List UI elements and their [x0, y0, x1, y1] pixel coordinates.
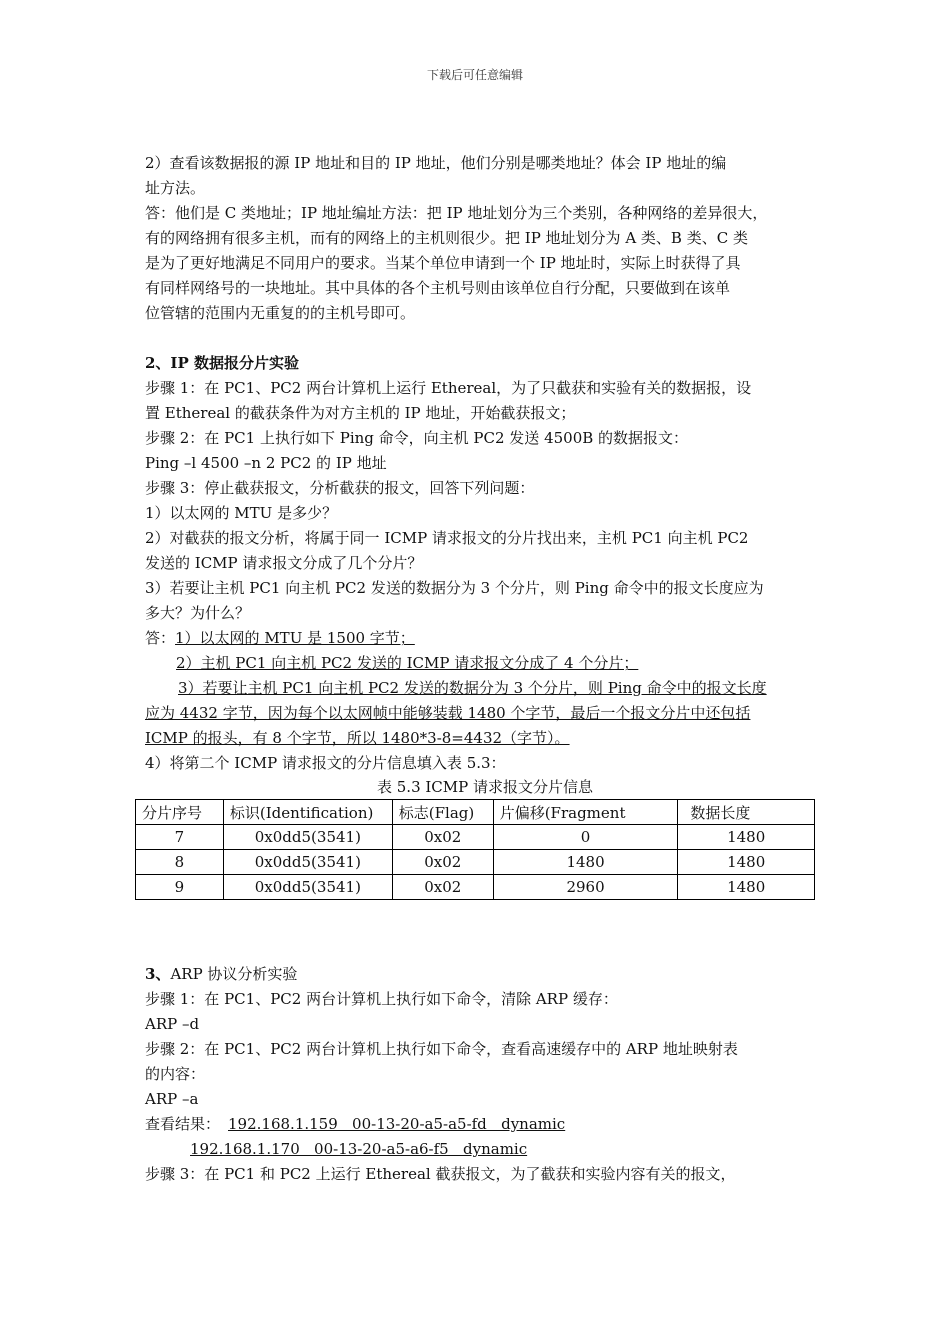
question-2-line-1: 2）查看该数据报的源 IP 地址和目的 IP 地址，他们分别是哪类地址？体会 IP 地址的编	[145, 154, 727, 172]
question-4: 4）将第二个 ICMP 请求报文的分片信息填入表 5.3：	[145, 754, 506, 772]
table-cell: 0x02	[392, 850, 493, 875]
arp-step-3: 步骤 3：在 PC1 和 PC2 上运行 Ethereal 截获报文，为了截获和实验内容有关的报文，	[145, 1165, 736, 1183]
arp-command-show: ARP –a	[145, 1090, 199, 1108]
answer-line-4: 有同样网络号的一块地址。其中具体的各个主机号则由该单位自行分配，只要做到在该单	[145, 279, 731, 297]
answer-3-line-1	[145, 676, 825, 701]
answer-line-1: 答：他们是 C 类地址；IP 地址编址方法：把 IP 地址划分为三个类别，各种网络的差异很大，	[145, 204, 768, 222]
table-cell: 1480	[493, 850, 678, 875]
table-cell: 2960	[493, 875, 678, 900]
arp-command-clear: ARP –d	[145, 1015, 200, 1033]
table-row	[136, 875, 815, 900]
answer-3-text-1: 3）若要让主机 PC1 向主机 PC2 发送的数据分为 3 个分片，则 Ping 命令中的报文长度	[178, 679, 767, 697]
answer-1: 1）以太网的 MTU 是 1500 字节；	[175, 629, 415, 647]
question-3-line-2: 多大？为什么？	[145, 604, 251, 622]
fragment-table	[135, 799, 815, 900]
table-header-cell: 分片序号	[136, 800, 224, 825]
step-2: 步骤 2：在 PC1 上执行如下 Ping 命令，向主机 PC2 发送 4500B 的数据报文：	[145, 429, 689, 447]
table-header-cell: 标识(Identification)	[223, 800, 392, 825]
section-3-number: 3、	[145, 965, 171, 983]
arp-result-line-1	[145, 1112, 825, 1137]
section-3-title-text: ARP 协议分析实验	[170, 965, 298, 983]
answer-line-2: 有的网络拥有很多主机，而有的网络上的主机则很少。把 IP 地址划分为 A 类、B 类、C 类	[145, 229, 748, 247]
table-cell: 0x02	[392, 825, 493, 850]
answer-line-5: 位管辖的范围内无重复的的主机号即可。	[145, 304, 416, 322]
table-cell: 0x02	[392, 875, 493, 900]
answer-3-text-3: ICMP 的报头，有 8 个字节，所以 1480*3-8=4432（字节）。	[145, 729, 570, 747]
arp-result-2: 192.168.1.170 00-13-20-a5-a6-f5 dynamic	[190, 1140, 528, 1158]
arp-step-1: 步骤 1：在 PC1、PC2 两台计算机上执行如下命令，清除 ARP 缓存：	[145, 990, 618, 1008]
arp-result-line-2	[145, 1137, 825, 1162]
table-header-cell: 片偏移(Fragment	[493, 800, 678, 825]
answer-2-line	[145, 651, 825, 676]
answer-prefix: 答：	[145, 629, 176, 647]
table-header-row	[136, 800, 815, 825]
table-cell: 1480	[678, 825, 815, 850]
table-row	[136, 850, 815, 875]
answer-3-line-2	[145, 701, 825, 726]
table-cell: 0	[493, 825, 678, 850]
section-2-title: 2、IP 数据报分片实验	[145, 354, 299, 372]
arp-result-1: 192.168.1.159 00-13-20-a5-a5-fd dynamic	[228, 1115, 566, 1133]
table-cell: 0x0dd5(3541)	[223, 850, 392, 875]
arp-step-2-line-2: 的内容：	[145, 1065, 206, 1083]
page-header: 下载后可任意编辑	[426, 68, 523, 82]
table-cell: 1480	[678, 875, 815, 900]
answer-1-line	[145, 626, 825, 651]
answer-3-line-3	[145, 726, 825, 751]
step-1-line-1: 步骤 1：在 PC1、PC2 两台计算机上运行 Ethereal，为了只截获和实验有关的数据报，设	[145, 379, 752, 397]
table-cell: 1480	[678, 850, 815, 875]
table-cell: 0x0dd5(3541)	[223, 825, 392, 850]
step-1-line-2: 置 Ethereal 的截获条件为对方主机的 IP 地址，开始截获报文；	[145, 404, 576, 422]
section-3-title	[145, 962, 825, 987]
table-cell: 8	[136, 850, 224, 875]
question-2-line-1: 2）对截获的报文分析，将属于同一 ICMP 请求报文的分片找出来，主机 PC1 向主机 PC2	[145, 529, 749, 547]
question-2-line-2: 址方法。	[145, 179, 206, 197]
table-row	[136, 825, 815, 850]
result-label: 查看结果：	[145, 1115, 221, 1133]
answer-3-text-2: 应为 4432 字节，因为每个以太网帧中能够装载 1480 个字节，最后一个报文分片中还包括	[145, 704, 751, 722]
question-1: 1）以太网的 MTU 是多少？	[145, 504, 338, 522]
answer-2: 2）主机 PC1 向主机 PC2 发送的 ICMP 请求报文分成了 4 个分片；	[176, 654, 639, 672]
question-3-line-1: 3）若要让主机 PC1 向主机 PC2 发送的数据分为 3 个分片，则 Ping 命令中的报文长度应为	[145, 579, 764, 597]
step-3: 步骤 3：停止截获报文，分析截获的报文，回答下列问题：	[145, 479, 535, 497]
table-header-cell: 标志(Flag)	[392, 800, 493, 825]
answer-line-3: 是为了更好地满足不同用户的要求。当某个单位申请到一个 IP 地址时，实际上时获得了具	[145, 254, 741, 272]
table-cell: 7	[136, 825, 224, 850]
table-header-cell: 数据长度	[678, 800, 815, 825]
document-body	[142, 151, 825, 1187]
table-caption: 表 5.3 ICMP 请求报文分片信息	[376, 778, 593, 796]
table-cell: 0x0dd5(3541)	[223, 875, 392, 900]
question-2-line-2: 发送的 ICMP 请求报文分成了几个分片？	[145, 554, 423, 572]
table-cell: 9	[136, 875, 224, 900]
arp-step-2-line-1: 步骤 2：在 PC1、PC2 两台计算机上执行如下命令，查看高速缓存中的 ARP 地址映射表	[145, 1040, 738, 1058]
ping-command: Ping –l 4500 –n 2 PC2 的 IP 地址	[145, 454, 387, 472]
